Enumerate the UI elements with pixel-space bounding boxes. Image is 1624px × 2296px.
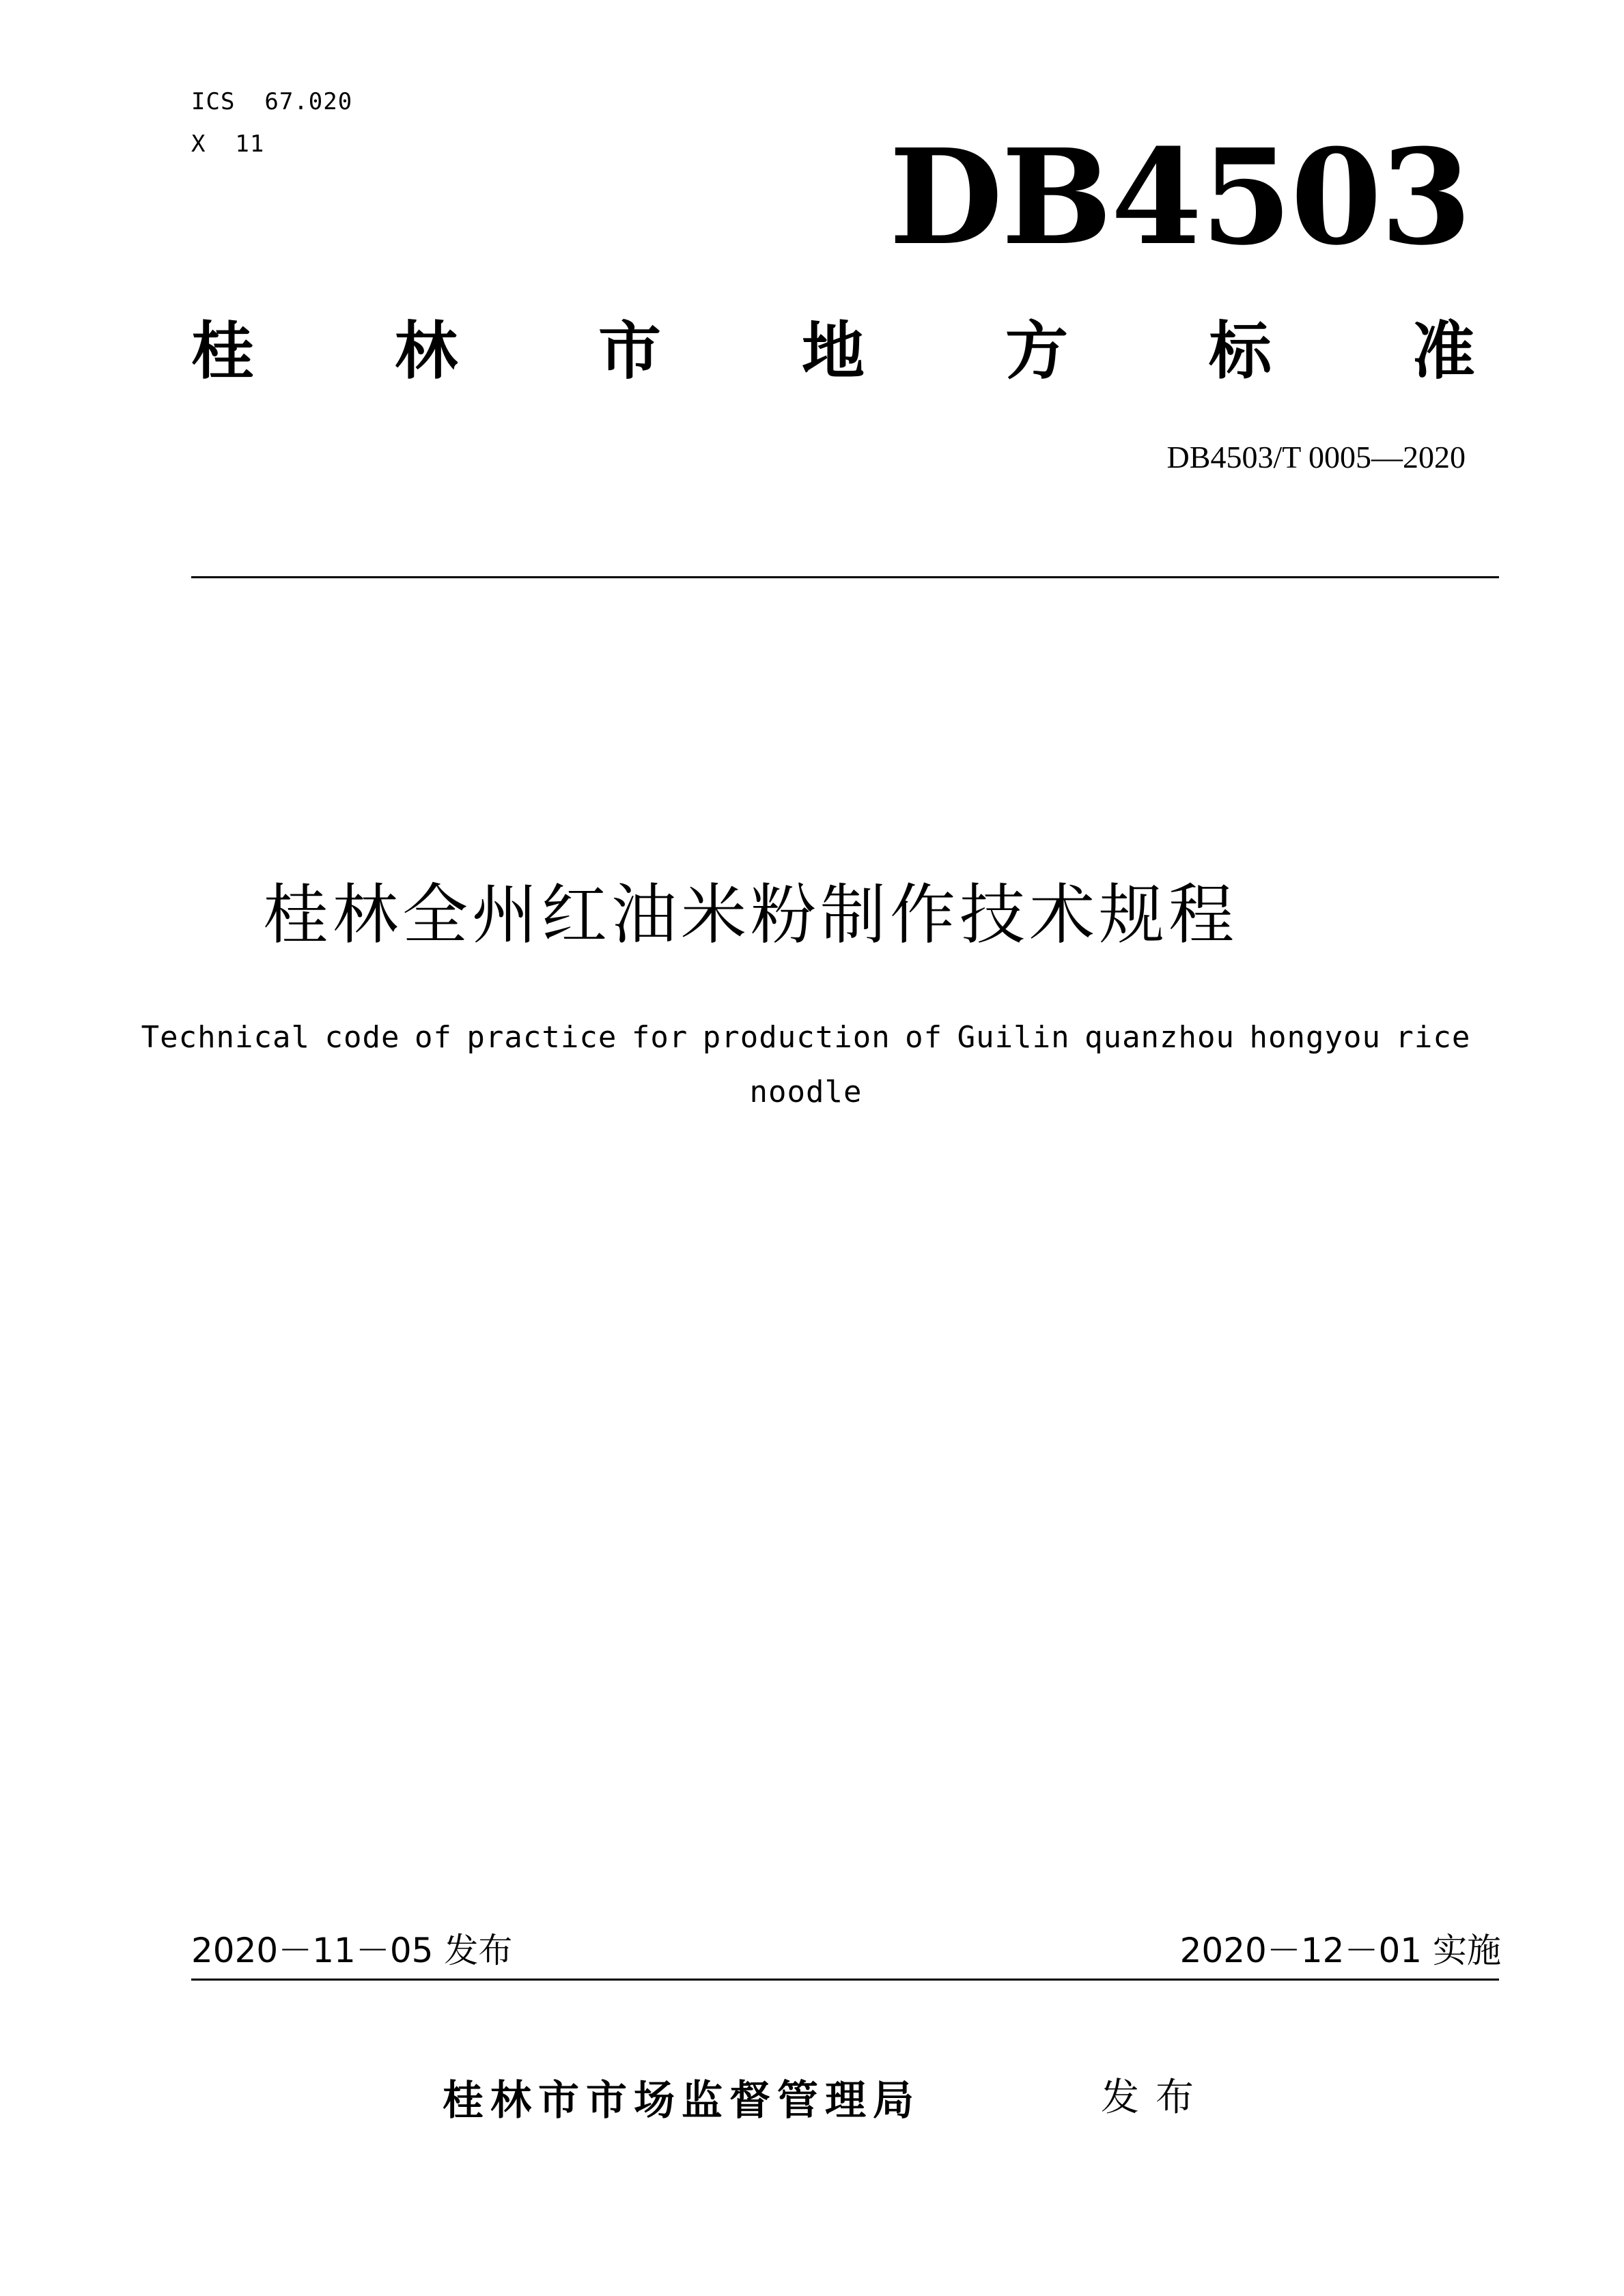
issue-label: 发布 <box>1101 2075 1210 2120</box>
standard-type-char: 标 <box>1208 315 1272 388</box>
header-divider <box>191 576 1499 578</box>
title-english-line: noodle <box>749 1075 863 1109</box>
classification-block <box>191 81 352 165</box>
standard-type-char: 桂 <box>191 315 255 388</box>
issuing-authority: 桂林市市场监督管理局 <box>443 2077 921 2125</box>
title-english <box>137 1010 1475 1120</box>
standard-code-logo: DB4503 <box>888 121 1470 274</box>
standard-type-char: 准 <box>1412 315 1475 388</box>
standard-type-char: 地 <box>801 315 865 388</box>
title-english-line: Technical code of practice for production of Guilin quanzhou hongyou rice <box>141 1020 1471 1055</box>
standard-type-heading <box>191 314 1475 389</box>
title-chinese: 桂林全州红油米粉制作技术规程 <box>263 877 1238 953</box>
standard-type-char: 市 <box>598 315 661 388</box>
ics-code: ICS 67.020 <box>191 88 353 115</box>
footer-divider <box>191 1979 1499 1981</box>
classification-code: X 11 <box>191 130 265 158</box>
standard-number: DB4503/T 0005—2020 <box>1166 440 1466 474</box>
implementation-date: 2020－12－01 实施 <box>1179 1931 1501 1970</box>
standard-type-char: 方 <box>1005 315 1068 388</box>
publish-date: 2020－11－05 发布 <box>191 1931 513 1970</box>
standard-type-char: 林 <box>394 315 458 388</box>
